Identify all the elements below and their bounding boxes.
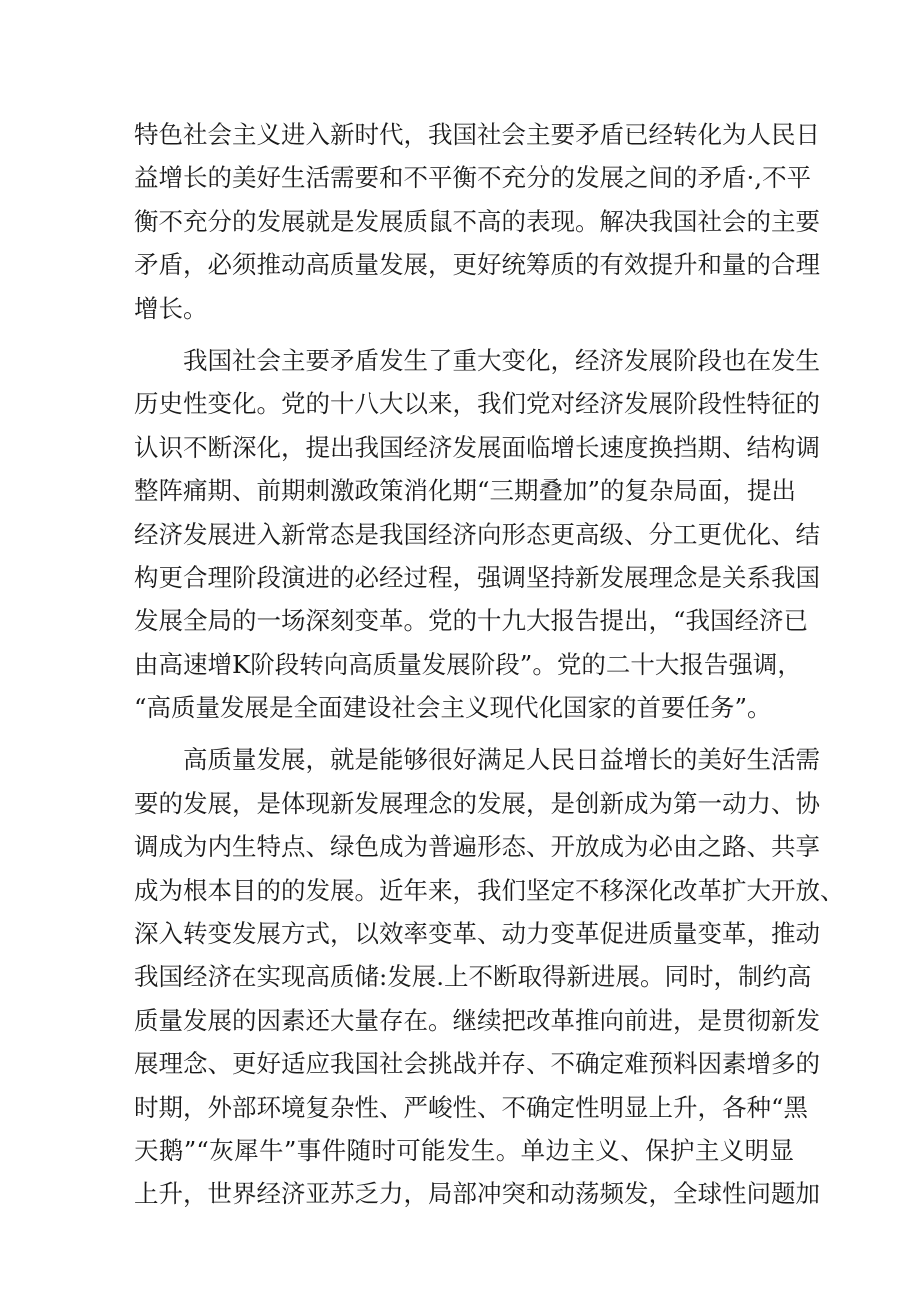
text-line: 天鹅”“灰犀牛”事件随时可能发生。单边主义、保护主义明显 (134, 1135, 794, 1165)
text-line: 调成为内生特点、绿色成为普遍形态、开放成为必由之路、共享 (134, 832, 820, 862)
text-line: 高质量发展，就是能够很好满足人民日益增长的美好生活需 (183, 745, 820, 775)
text-line: 由高速增K阶段转向高质量发展阶段”。党的二十大报告强调， (134, 649, 802, 679)
text-line: 特色社会主义进入新时代，我国社会主要矛盾已经转化为人民日 (134, 120, 820, 149)
text-line: 成为根本目的的发展。近年来，我们坚定不移深化改革扩大开放、 (134, 875, 845, 905)
paragraph-2 (134, 339, 820, 730)
text-line: 矛盾，必须推动高质量发展，更好统筹质的有效提升和量的合理 (134, 250, 820, 280)
text-line: 衡不充分的发展就是发展质鼠不高的表现。解决我国社会的主要 (134, 206, 820, 236)
text-line: 构更合理阶段演进的必经过程，强调坚持新发展理念是关系我国 (134, 562, 820, 592)
paragraph-3 (134, 738, 845, 1215)
text-line: 我国社会主要矛盾发生了重大变化，经济发展阶段也在发生 (183, 345, 820, 375)
text-line: 上升，世界经济亚苏乏力，局部冲突和动荡频发，全球性问题加 (134, 1179, 820, 1209)
text-line: 质量发展的因素还大量存在。继续把改革推向前进，是贯彻新发 (134, 1005, 820, 1035)
text-line: 展理念、更好适应我国社会挑战并存、不确定难预料因素增多的 (134, 1049, 820, 1079)
text-line: 深入转变发展方式，以效率变革、动力变革促进质量变革，推动 (134, 919, 820, 949)
text-line: 发展全局的一场深刻变革。党的十九大报告提出，“我国经济已 (134, 606, 809, 636)
document-body (134, 113, 845, 1216)
text-line: 我国经济在实现高质储:发展.上不断取得新进展。同时，制约高 (134, 962, 812, 992)
text-line: 时期，外部环境复杂性、严峻性、不确定性明显上升，各种“黑 (134, 1092, 809, 1122)
text-line: 要的发展，是体现新发展理念的发展，是创新成为第一动力、协 (134, 788, 820, 818)
text-line: 经济发展进入新常态是我国经济向形态更高级、分工更优化、结 (134, 519, 820, 549)
text-line: 整阵痛期、前期刺激政策消化期“三期叠加”的复杂局面，提出 (134, 476, 797, 506)
text-line: “高质量发展是全面建设社会主义现代化国家的首要任务”。 (134, 693, 772, 723)
text-line: 历史性变化。党的十八大以来，我们党对经济发展阶段性特征的 (134, 389, 820, 419)
text-line: 认识不断深化，提出我国经济发展面临增长速度换挡期、结构调 (134, 432, 820, 462)
paragraph-1 (134, 113, 820, 330)
paragraph-spacer (134, 729, 794, 738)
paragraph-spacer (134, 330, 794, 339)
text-line: 增长。 (134, 293, 208, 323)
text-line: 益增长的美好生活需要和不平衡不充分的发展之间的矛盾·,不平 (134, 163, 812, 193)
